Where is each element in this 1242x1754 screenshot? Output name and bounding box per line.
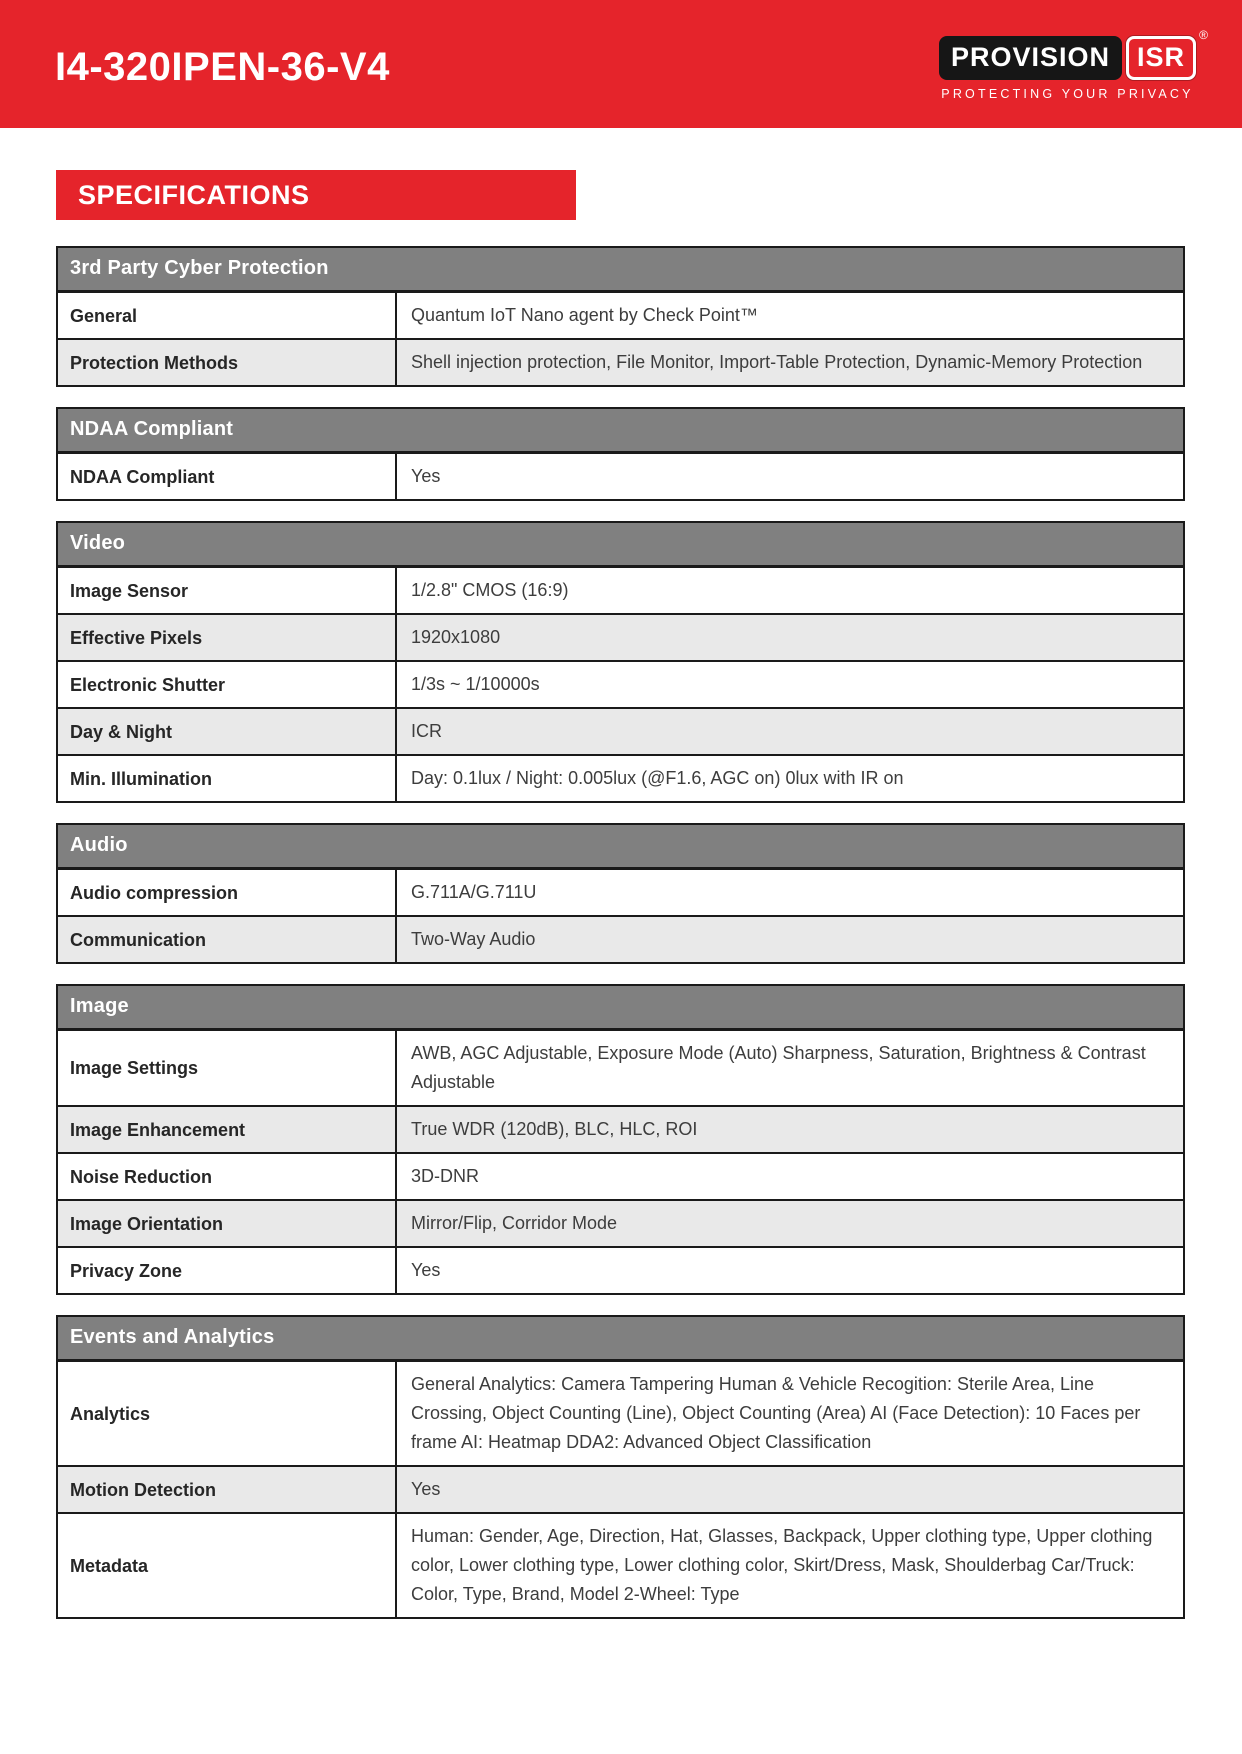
section-title: Audio [70, 834, 128, 856]
section-title: 3rd Party Cyber Protection [70, 257, 329, 279]
spec-label: Image Enhancement [58, 1107, 397, 1152]
spec-row [58, 754, 1183, 801]
spec-label: Effective Pixels [58, 615, 397, 660]
spec-row [58, 1512, 1183, 1617]
spec-value: 1920x1080 [411, 627, 501, 647]
spec-label: Noise Reduction [58, 1154, 397, 1199]
spec-label: Analytics [58, 1362, 397, 1465]
spec-label: Day & Night [58, 709, 397, 754]
spec-value: 3D-DNR [411, 1166, 480, 1186]
spec-row [58, 568, 1183, 613]
spec-row [58, 1199, 1183, 1246]
spec-row [58, 870, 1183, 915]
spec-value: 1/3s ~ 1/10000s [411, 674, 540, 694]
section-rows [58, 1031, 1183, 1293]
spec-label: Protection Methods [58, 340, 397, 385]
spec-tables-container [56, 246, 1185, 1619]
spec-row [58, 1152, 1183, 1199]
section-rows [58, 293, 1183, 385]
section-header [58, 1317, 1183, 1362]
spec-value: Two-Way Audio [411, 929, 536, 949]
registered-trademark-icon: ® [1199, 27, 1208, 42]
spec-row [58, 293, 1183, 338]
spec-row [58, 454, 1183, 499]
spec-section [56, 246, 1185, 387]
spec-value: Yes [411, 466, 441, 486]
spec-value: Yes [411, 1479, 441, 1499]
section-rows [58, 568, 1183, 801]
section-title: Events and Analytics [70, 1326, 275, 1348]
section-rows [58, 454, 1183, 499]
spec-label: Motion Detection [58, 1467, 397, 1512]
spec-row [58, 1465, 1183, 1512]
spec-row [58, 338, 1183, 385]
section-header [58, 523, 1183, 568]
spec-label: Audio compression [58, 870, 397, 915]
spec-row [58, 707, 1183, 754]
section-header [58, 409, 1183, 454]
section-rows [58, 1362, 1183, 1617]
section-header [58, 248, 1183, 293]
spec-value: Shell injection protection, File Monitor, Import-Table Protection, Dynamic-Memory Protection [411, 352, 1143, 372]
logo-provision-wordmark: PROVISION [939, 36, 1122, 80]
spec-section [56, 521, 1185, 803]
spec-value: Mirror/Flip, Corridor Mode [411, 1213, 618, 1233]
spec-label: Privacy Zone [58, 1248, 397, 1293]
provision-isr-logo [939, 27, 1208, 101]
spec-label: Image Sensor [58, 568, 397, 613]
spec-value: True WDR (120dB), BLC, HLC, ROI [411, 1119, 698, 1139]
spec-label: Image Orientation [58, 1201, 397, 1246]
page-header [0, 0, 1242, 128]
spec-value: Quantum IoT Nano agent by Check Point™ [411, 305, 758, 325]
logo-tagline: PROTECTING YOUR PRIVACY [941, 86, 1194, 101]
spec-row [58, 1105, 1183, 1152]
spec-row [58, 1246, 1183, 1293]
section-title: NDAA Compliant [70, 418, 234, 440]
spec-label: Communication [58, 917, 397, 962]
logo-wordmark-row [939, 27, 1208, 80]
spec-section [56, 407, 1185, 501]
section-header [58, 986, 1183, 1031]
spec-value: General Analytics: Camera Tampering Human & Vehicle Recogition: Sterile Area, Line Crossing, Object Counting (Line), Object Counting (Area) AI (Face Detection): 10 Faces per frame AI: Heatmap DDA2: Advanced Object Classification [411, 1374, 1141, 1452]
model-title: I4-320IPEN-36-V4 [55, 44, 390, 89]
spec-value: AWB, AGC Adjustable, Exposure Mode (Auto) Sharpness, Saturation, Brightness & Contrast Adjustable [411, 1043, 1146, 1092]
spec-value: 1/2.8" CMOS (16:9) [411, 580, 569, 600]
spec-row [58, 613, 1183, 660]
spec-label: Metadata [58, 1514, 397, 1617]
section-header [58, 825, 1183, 870]
spec-section [56, 1315, 1185, 1619]
logo-isr-badge: ISR [1126, 36, 1196, 80]
spec-value: G.711A/G.711U [411, 882, 537, 902]
spec-row [58, 1031, 1183, 1105]
section-title: Video [70, 532, 126, 554]
spec-row [58, 1362, 1183, 1465]
spec-value: ICR [411, 721, 442, 741]
spec-row [58, 660, 1183, 707]
spec-label: Electronic Shutter [58, 662, 397, 707]
spec-row [58, 915, 1183, 962]
spec-label: Min. Illumination [58, 756, 397, 801]
section-rows [58, 870, 1183, 962]
specifications-banner [56, 170, 576, 220]
spec-label: NDAA Compliant [58, 454, 397, 499]
spec-value: Day: 0.1lux / Night: 0.005lux (@F1.6, AGC on) 0lux with IR on [411, 768, 904, 788]
spec-section [56, 984, 1185, 1295]
spec-value: Yes [411, 1260, 441, 1280]
spec-label: Image Settings [58, 1031, 397, 1105]
specifications-banner-label: SPECIFICATIONS [78, 179, 310, 210]
spec-value: Human: Gender, Age, Direction, Hat, Glasses, Backpack, Upper clothing type, Upper clothing color, Lower clothing type, Lower clothing color, Skirt/Dress, Mask, Shoulderbag Car/Truck: Color, Type, Brand, Model 2-Wheel: Type [411, 1526, 1153, 1604]
section-title: Image [70, 995, 129, 1017]
spec-label: General [58, 293, 397, 338]
spec-section [56, 823, 1185, 964]
